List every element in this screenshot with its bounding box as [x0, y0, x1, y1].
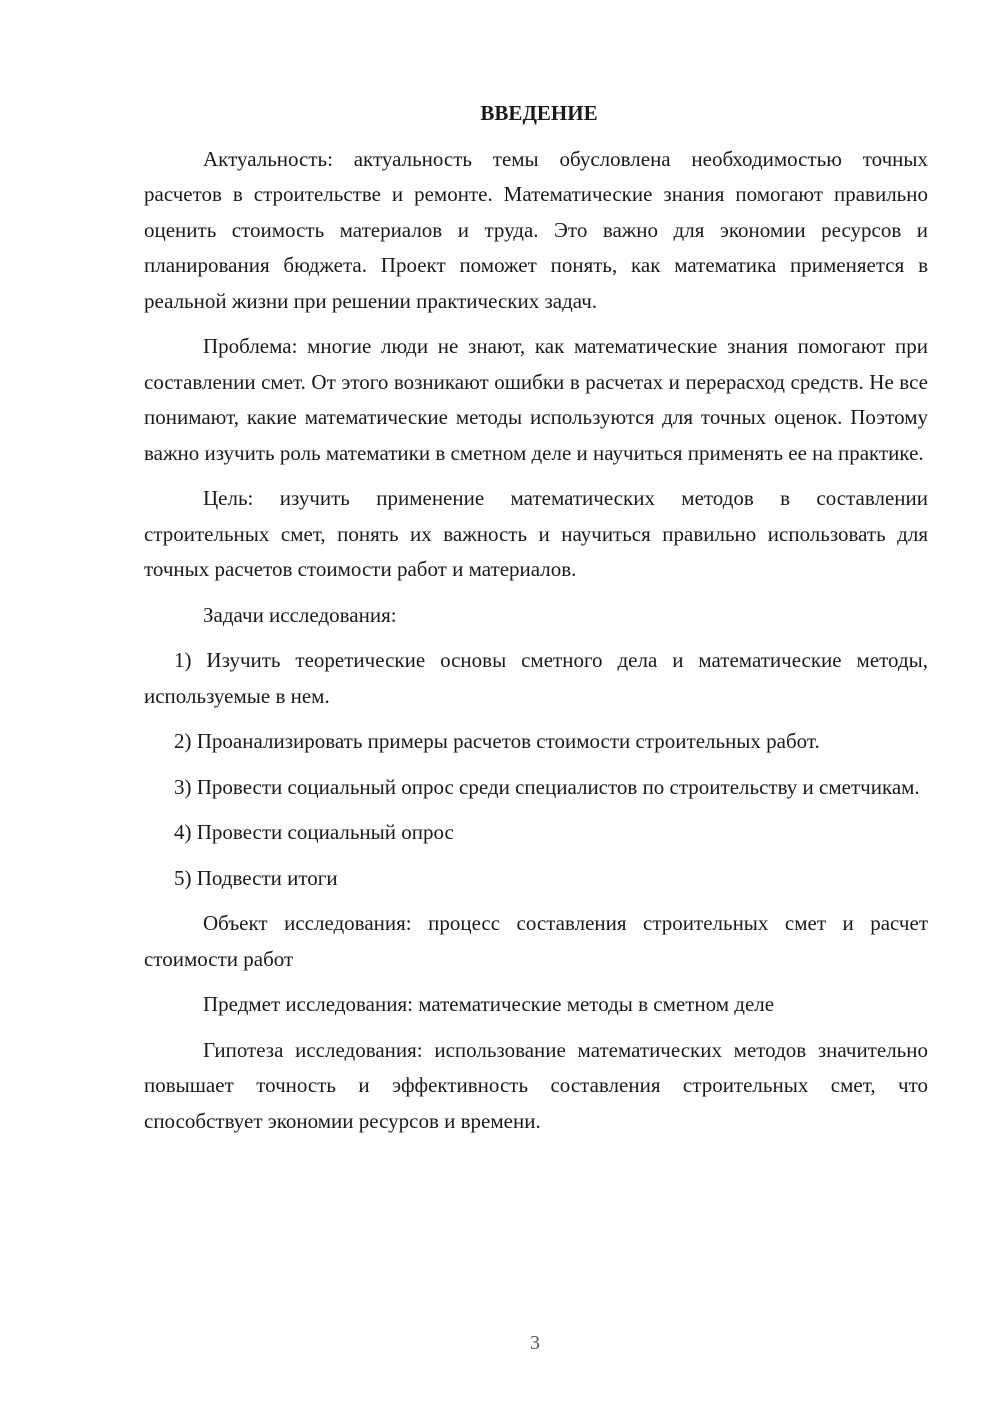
task-item-3: 3) Провести социальный опрос среди специалистов по строительству и сметчикам.: [174, 774, 920, 799]
paragraph-subject: Предмет исследования: математические методы в сметном деле: [203, 992, 775, 1016]
tasks-heading: Задачи исследования:: [203, 602, 397, 627]
paragraph-object: Объект исследования: процесс составления строительных смет и расчет стоимости работ: [144, 911, 928, 971]
paragraph-relevance: Актуальность: актуальность темы обусловлена необходимостью точных расчетов в строительстве и ремонте. Математические знания помогают правильно оценить стоимость материалов и труда. Это важно для экономии ресурсов и планирования бюджета. Проект поможет понять, как математика применяется в реальной жизни при решении практических задач.: [144, 146, 928, 313]
task-item-5: 5) Подвести итоги: [174, 865, 338, 890]
paragraph-hypothesis: Гипотеза исследования: использование математических методов значительно повышает точность и эффективность составления строительных смет, что способствует экономии ресурсов и времени.: [144, 1037, 928, 1133]
paragraph-problem: Проблема: многие люди не знают, как математические знания помогают при составлении смет. От этого возникают ошибки в расчетах и перерасход средств. Не все понимают, какие математические методы используются для точных оценок. Поэтому важно изучить роль математики в сметном деле и научиться применять ее на практике.: [144, 334, 928, 465]
task-item-2: 2) Проанализировать примеры расчетов стоимости строительных работ.: [174, 729, 820, 753]
task-item-1: 1) Изучить теоретические основы сметного дела и математические методы, используемые в нем.: [144, 648, 928, 708]
document-page: [144, 96, 928, 1149]
page-number: 3: [530, 1332, 540, 1354]
document-title: ВВЕДЕНИЕ: [480, 101, 598, 125]
task-item-4: 4) Провести социальный опрос: [174, 820, 454, 844]
paragraph-goal: Цель: изучить применение математических методов в составлении строительных смет, понять их важность и научиться правильно использовать для точных расчетов стоимости работ и материалов.: [144, 486, 928, 581]
